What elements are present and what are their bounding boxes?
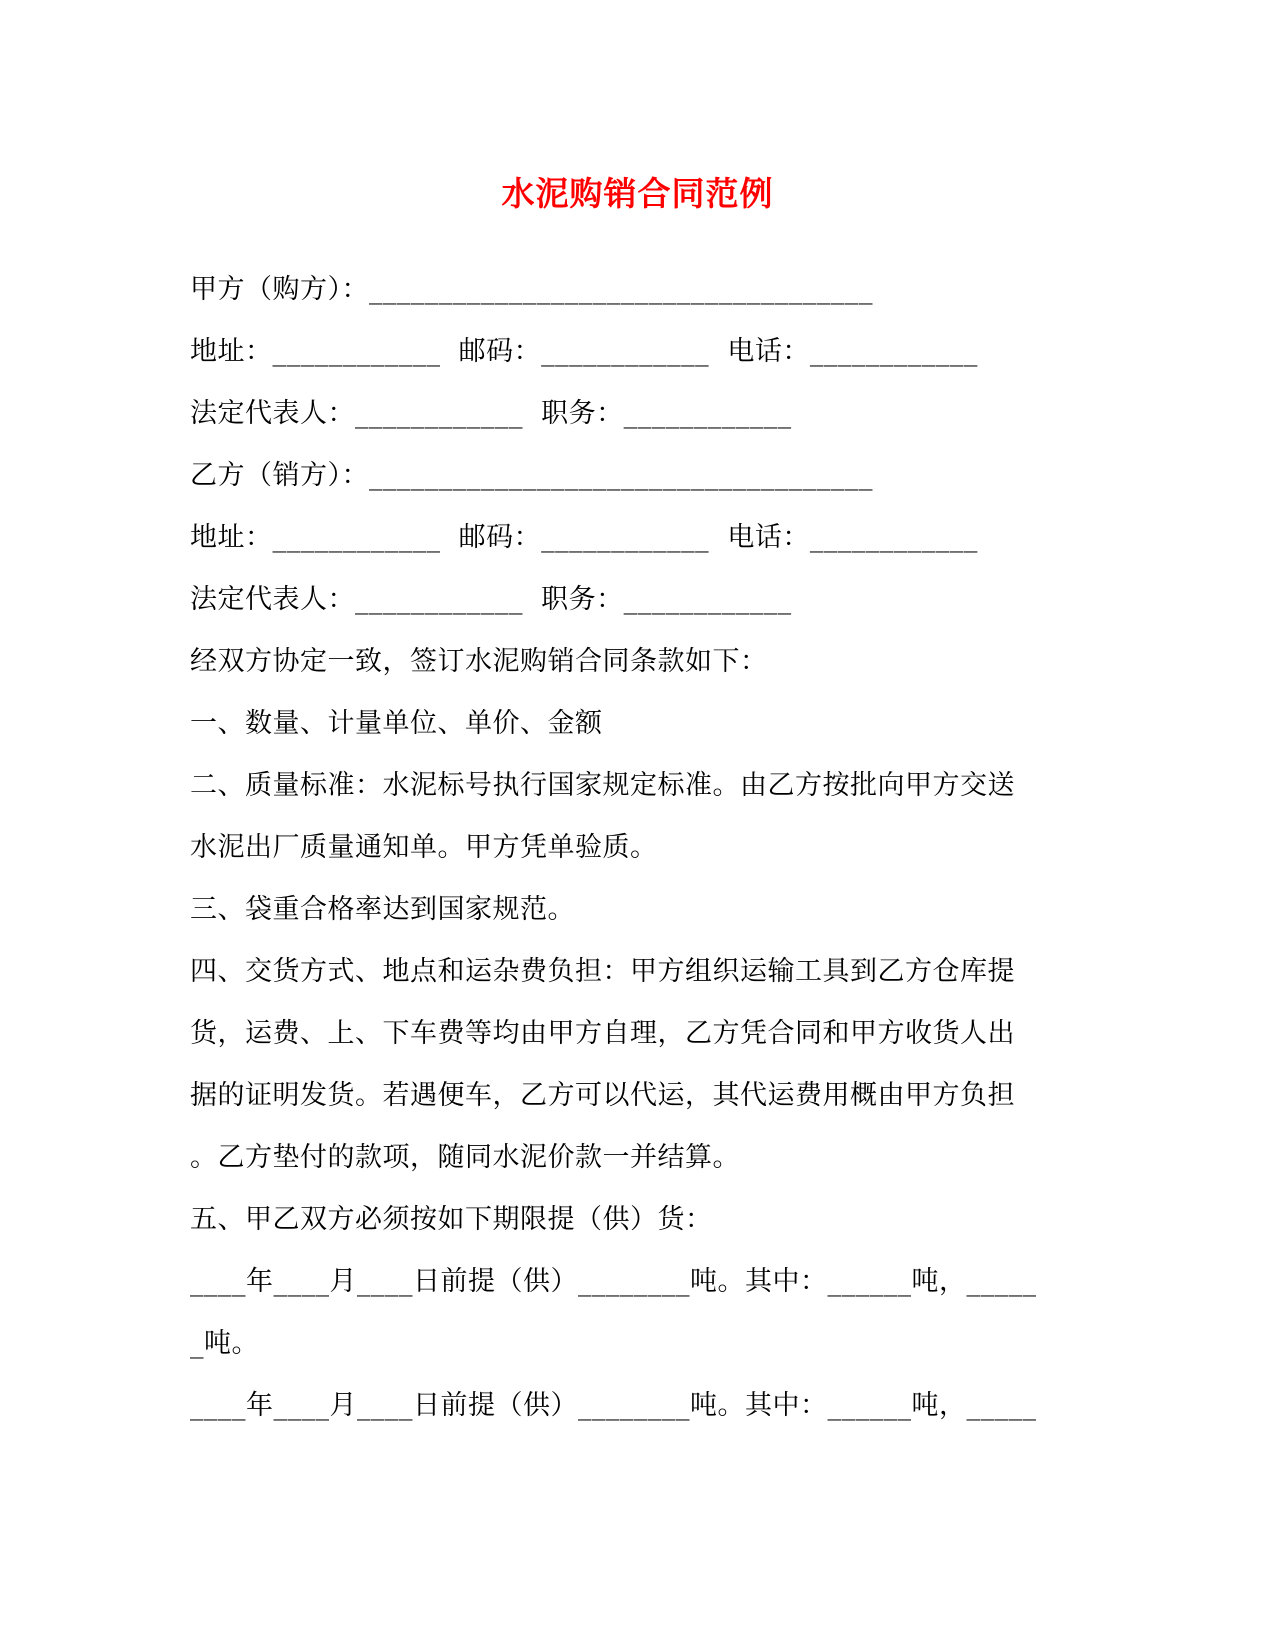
document-title: 水泥购销合同范例 [501, 174, 774, 213]
clause-5: 五、甲乙双方必须按如下期限提（供）货： [190, 1204, 713, 1235]
party-a-line: 甲方（购方）：____________________________________ [190, 274, 873, 305]
clause-2-line-2: 水泥出厂质量通知单。甲方凭单验质。 [190, 832, 658, 863]
clause-4-line-3: 据的证明发货。若遇便车，乙方可以代运，其代运费用概由甲方负担 [190, 1080, 1015, 1111]
clause-4-line-4: 。乙方垫付的款项，随同水泥价款一并结算。 [190, 1142, 740, 1173]
party-b-address-line: 地址：____________ 邮码：____________ 电话：____________ [190, 522, 978, 553]
party-a-representative-line: 法定代表人：____________ 职务：____________ [190, 398, 792, 429]
agreement-intro: 经双方协定一致，签订水泥购销合同条款如下： [190, 646, 768, 677]
delivery-schedule-2-line-1: ____年____月____日前提（供）________吨。其中：______吨，_____ [190, 1390, 1037, 1421]
party-a-address-line: 地址：____________ 邮码：____________ 电话：____________ [190, 336, 978, 367]
clause-4-line-1: 四、交货方式、地点和运杂费负担：甲方组织运输工具到乙方仓库提 [190, 956, 1015, 987]
clause-1: 一、数量、计量单位、单价、金额 [190, 708, 603, 739]
delivery-schedule-1-line-1: ____年____月____日前提（供）________吨。其中：______吨，_____ [190, 1266, 1037, 1297]
clause-2-line-1: 二、质量标准：水泥标号执行国家规定标准。由乙方按批向甲方交送 [190, 770, 1015, 801]
clause-3: 三、袋重合格率达到国家规范。 [190, 894, 575, 925]
clause-4-line-2: 货，运费、上、下车费等均由甲方自理，乙方凭合同和甲方收货人出 [190, 1018, 1015, 1049]
party-b-representative-line: 法定代表人：____________ 职务：____________ [190, 584, 792, 615]
party-b-line: 乙方（销方）：____________________________________ [190, 460, 873, 491]
delivery-schedule-1-line-2: _吨。 [190, 1328, 259, 1359]
